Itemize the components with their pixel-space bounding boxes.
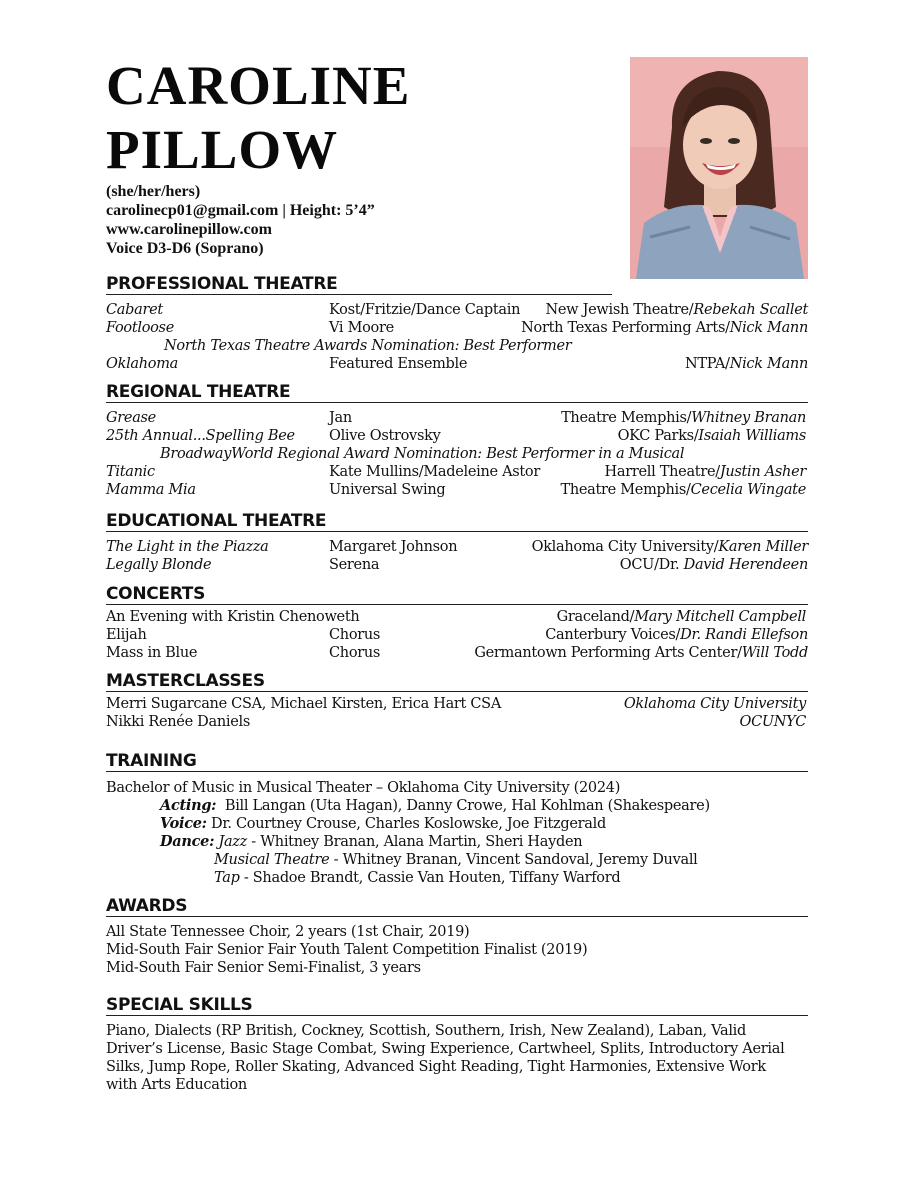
show-title: Elijah <box>106 627 147 643</box>
venue: Oklahoma City University/ <box>531 539 719 555</box>
venue-director <box>620 556 808 574</box>
masterclass-teachers: Nikki Renée Daniels <box>106 714 250 730</box>
email-height[interactable]: carolinecp01@gmail.com | Height: 5’4” <box>106 202 375 219</box>
section-title: AWARDS <box>106 896 808 917</box>
credit-row <box>106 481 808 499</box>
regional-theatre-section <box>106 382 808 499</box>
masterclass-teachers: Merri Sugarcane CSA, Michael Kirsten, Erica Hart CSA <box>106 696 501 712</box>
award-item: Mid-South Fair Senior Semi-Finalist, 3 years <box>106 960 421 976</box>
acting-teachers: Bill Langan (Uta Hagan), Danny Crowe, Hal Kohlman (Shakespeare) <box>224 798 710 814</box>
venue-director <box>474 644 808 662</box>
venue-director <box>557 608 806 626</box>
degree: Bachelor of Music in Musical Theater – Oklahoma City University (2024) <box>106 780 621 796</box>
role: Vi Moore <box>329 320 394 336</box>
pronouns: (she/her/hers) <box>106 183 201 200</box>
masterclass-venue: OCUNYC <box>739 714 806 730</box>
award-note-text: North Texas Theatre Awards Nomination: Best Performer <box>164 338 572 354</box>
voice-label: Voice: <box>160 815 207 832</box>
voice-training <box>106 815 808 833</box>
credit-row <box>106 538 808 556</box>
role: Kost/Fritzie/Dance Captain <box>329 302 521 318</box>
training-section <box>106 751 808 887</box>
awards-section <box>106 896 808 977</box>
role: Kate Mullins/Madeleine Astor <box>329 464 540 480</box>
credit-row <box>106 463 808 481</box>
show-title: Oklahoma <box>106 356 179 372</box>
venue: North Texas Performing Arts/ <box>521 320 730 336</box>
headshot-photo <box>630 57 808 279</box>
venue-director <box>560 481 806 499</box>
credit-row <box>106 409 808 427</box>
contact-block <box>106 182 375 258</box>
award-note <box>106 337 808 355</box>
section-title: MASTERCLASSES <box>106 671 808 692</box>
tap-label: Tap <box>214 870 240 886</box>
venue-director <box>532 538 808 556</box>
first-name: CAROLINE <box>106 55 411 116</box>
section-title: CONCERTS <box>106 584 808 605</box>
role: Jan <box>329 410 352 426</box>
show-title: Titanic <box>106 464 155 480</box>
venue: OKC Parks/ <box>617 428 699 444</box>
acting-training <box>106 797 808 815</box>
credit-row <box>106 319 808 337</box>
professional-theatre-rows <box>106 301 808 373</box>
venue: Theatre Memphis/ <box>560 482 691 498</box>
show-title: Mamma Mia <box>106 482 196 498</box>
professional-theatre-section <box>106 274 612 301</box>
musical-theatre-dance <box>106 851 808 869</box>
director: Karen Miller <box>718 539 808 555</box>
masterclass-row <box>106 695 808 713</box>
venue-director <box>605 463 806 481</box>
voice-teachers: Dr. Courtney Crouse, Charles Koslowske, Joe Fitzgerald <box>211 816 606 832</box>
director: Will Todd <box>741 645 808 661</box>
section-title: REGIONAL THEATRE <box>106 382 808 403</box>
role: Universal Swing <box>329 482 446 498</box>
last-name: PILLOW <box>106 119 339 180</box>
credit-row <box>106 301 808 319</box>
role: Serena <box>329 557 380 573</box>
award-item: All State Tennessee Choir, 2 years (1st Chair, 2019) <box>106 924 470 940</box>
show-title: Legally Blonde <box>106 557 212 573</box>
venue: OCU/Dr. <box>619 557 684 573</box>
award-item: Mid-South Fair Senior Fair Youth Talent Competition Finalist (2019) <box>106 942 588 958</box>
headshot-illustration <box>630 57 808 279</box>
venue: Canterbury Voices/ <box>545 627 681 643</box>
jazz-teachers: - Whitney Branan, Alana Martin, Sheri Hayden <box>251 834 583 850</box>
director: Nick Mann <box>729 320 808 336</box>
venue: Theatre Memphis/ <box>561 410 692 426</box>
musical-theatre-teachers: - Whitney Branan, Vincent Sandoval, Jeremy Duvall <box>333 852 698 868</box>
dance-training <box>106 833 808 851</box>
show-title: Mass in Blue <box>106 645 198 661</box>
show-title: Grease <box>106 410 156 426</box>
venue: New Jewish Theatre/ <box>545 302 694 318</box>
masterclass-row <box>106 713 808 731</box>
show-title: 25th Annual...Spelling Bee <box>106 428 295 444</box>
masterclasses-section <box>106 671 808 731</box>
acting-label: Acting: <box>160 797 217 814</box>
credit-row <box>106 355 808 373</box>
director: Dr. Randi Ellefson <box>680 627 808 643</box>
musical-theatre-label: Musical Theatre <box>214 852 330 868</box>
concerts-section <box>106 584 808 662</box>
section-title: TRAINING <box>106 751 808 772</box>
role: Featured Ensemble <box>329 356 468 372</box>
director: Nick Mann <box>729 356 808 372</box>
section-title: PROFESSIONAL THEATRE <box>106 274 612 295</box>
director: Whitney Branan <box>691 410 806 426</box>
director: David Herendeen <box>683 557 808 573</box>
venue-director <box>521 319 808 337</box>
role: Margaret Johnson <box>329 539 458 555</box>
role: Chorus <box>329 627 381 643</box>
venue-director <box>618 427 806 445</box>
section-title: EDUCATIONAL THEATRE <box>106 511 808 532</box>
role: Chorus <box>329 645 381 661</box>
masterclass-venue: Oklahoma City University <box>623 696 806 712</box>
show-title: The Light in the Piazza <box>106 539 269 555</box>
director: Rebekah Scallet <box>693 302 808 318</box>
venue-director <box>545 301 808 319</box>
website-link[interactable]: www.carolinepillow.com <box>106 221 272 238</box>
director: Mary Mitchell Campbell <box>634 609 806 625</box>
credit-row <box>106 427 808 445</box>
venue: Harrell Theatre/ <box>604 464 720 480</box>
role: Olive Ostrovsky <box>329 428 441 444</box>
tap-teachers: - Shadoe Brandt, Cassie Van Houten, Tiffany Warford <box>243 870 621 886</box>
credit-row <box>106 608 808 626</box>
dance-label: Dance: <box>160 833 215 850</box>
venue-director <box>561 409 806 427</box>
skills-list: Piano, Dialects (RP British, Cockney, Scottish, Southern, Irish, New Zealand), Laban, Valid Driver’s License, Basic Stage Combat, Swing Experience, Cartwheel, Splits, Introductory Aerial Silks, Jump Rope, Roller Skating, Advanced Sight Reading, Tight Harmonies, Extensive Work with Arts Education <box>106 1023 785 1093</box>
director: Cecelia Wingate <box>690 482 806 498</box>
show-title: Cabaret <box>106 302 163 318</box>
venue: Graceland/ <box>556 609 635 625</box>
special-skills-section <box>106 995 808 1094</box>
director: Justin Asher <box>719 464 806 480</box>
credit-row <box>106 556 808 574</box>
director: Isaiah Williams <box>698 428 806 444</box>
section-title: SPECIAL SKILLS <box>106 995 808 1016</box>
tap-dance <box>106 869 808 887</box>
show-title: An Evening with Kristin Chenoweth <box>106 609 360 625</box>
venue-director <box>545 626 808 644</box>
performer-name <box>106 54 410 182</box>
jazz-label: Jazz <box>218 834 247 850</box>
venue: NTPA/ <box>685 356 730 372</box>
venue: Germantown Performing Arts Center/ <box>474 645 742 661</box>
award-note-text: BroadwayWorld Regional Award Nomination: Best Performer in a Musical <box>160 446 685 462</box>
award-note <box>106 445 808 463</box>
educational-theatre-section <box>106 511 808 574</box>
show-title: Footloose <box>106 320 174 336</box>
venue-director <box>685 355 808 373</box>
credit-row <box>106 644 808 662</box>
voice-range: Voice D3-D6 (Soprano) <box>106 240 264 257</box>
credit-row <box>106 626 808 644</box>
